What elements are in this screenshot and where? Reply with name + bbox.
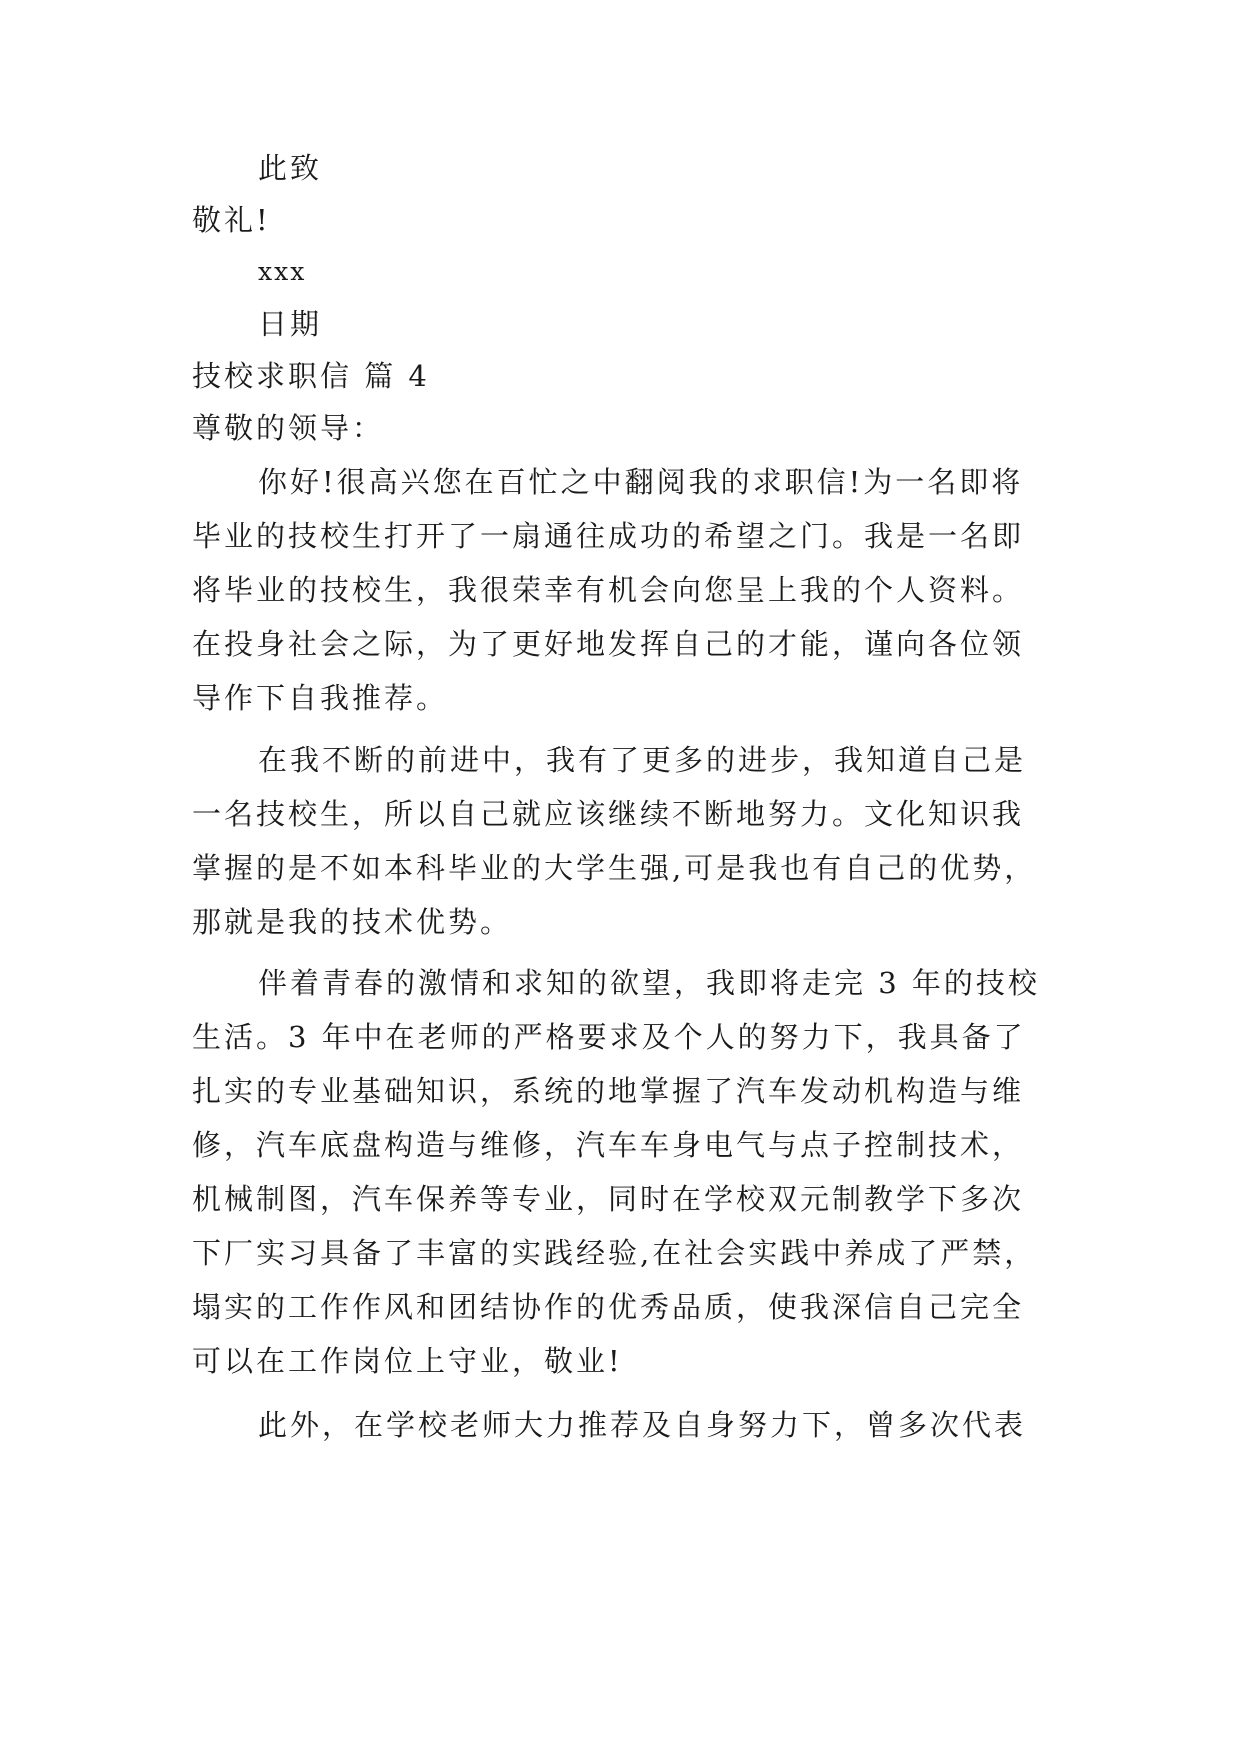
- section-title: 技校求职信 篇 4: [192, 359, 430, 393]
- paragraph-line: 一名技校生，所以自己就应该继续不断地努力。文化知识我: [192, 797, 1025, 831]
- paragraph-line: 此外，在学校老师大力推荐及自身努力下，曾多次代表: [258, 1408, 1027, 1442]
- paragraph-line: 可以在工作岗位上守业，敬业!: [192, 1344, 623, 1378]
- paragraph-line: 修，汽车底盘构造与维修，汽车车身电气与点子控制技术，: [192, 1128, 1025, 1162]
- paragraph-line: 掌握的是不如本科毕业的大学生强,可是我也有自己的优势，: [192, 851, 1037, 885]
- paragraph-line: 生活。3 年中在老师的严格要求及个人的努力下，我具备了: [192, 1020, 1026, 1054]
- paragraph-line: 在投身社会之际，为了更好地发挥自己的才能，谨向各位领: [192, 627, 1025, 661]
- paragraph-line: 下厂实习具备了丰富的实践经验,在社会实践中养成了严禁，: [192, 1236, 1037, 1270]
- date: 日期: [258, 307, 323, 341]
- paragraph-line: 机械制图，汽车保养等专业，同时在学校双元制教学下多次: [192, 1182, 1025, 1216]
- paragraph-line: 导作下自我推荐。: [192, 681, 449, 715]
- paragraph-line: 在我不断的前进中，我有了更多的进步，我知道自己是: [258, 743, 1027, 777]
- signature: xxx: [258, 257, 307, 286]
- paragraph-line: 伴着青春的激情和求知的欲望，我即将走完 3 年的技校: [258, 966, 1040, 1000]
- closing-salutation: 此致: [258, 151, 323, 185]
- paragraph-line: 你好!很高兴您在百忙之中翻阅我的求职信!为一名即将: [258, 465, 1024, 499]
- paragraph-line: 将毕业的技校生，我很荣幸有机会向您呈上我的个人资料。: [192, 573, 1025, 607]
- paragraph-line: 那就是我的技术优势。: [192, 905, 513, 939]
- closing-regards: 敬礼!: [192, 203, 271, 237]
- paragraph-line: 扎实的专业基础知识，系统的地掌握了汽车发动机构造与维: [192, 1074, 1025, 1108]
- paragraph-line: 塌实的工作作风和团结协作的优秀品质，使我深信自己完全: [192, 1290, 1025, 1324]
- paragraph-line: 毕业的技校生打开了一扇通往成功的希望之门。我是一名即: [192, 519, 1025, 553]
- greeting: 尊敬的领导：: [192, 411, 385, 445]
